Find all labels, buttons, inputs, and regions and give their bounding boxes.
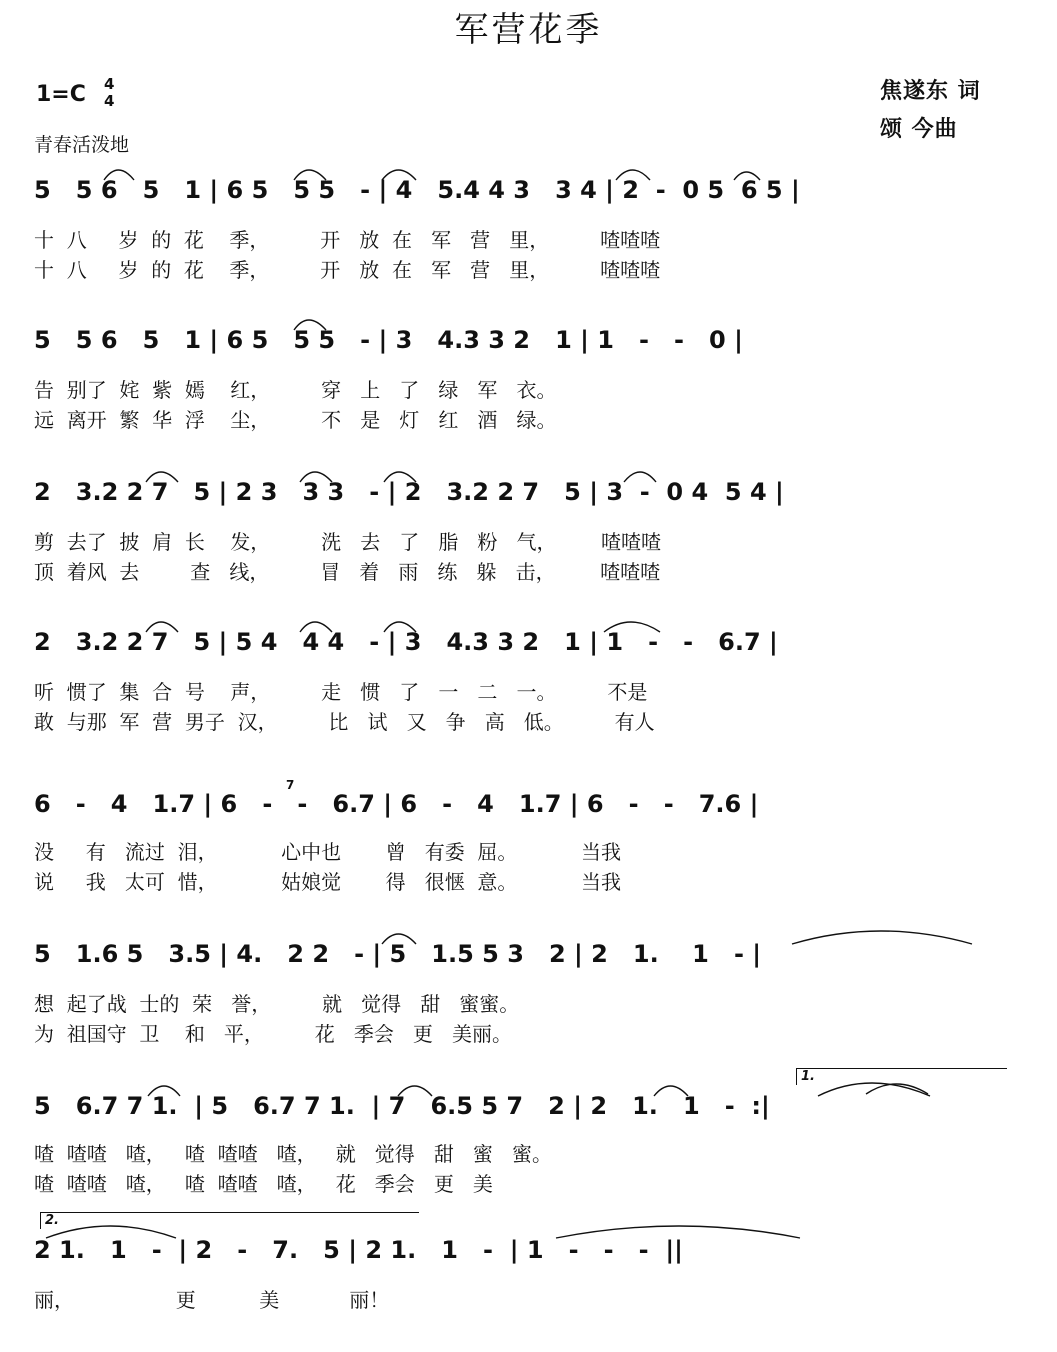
notation-line: 5 6.7 7 1. | 5 6.7 7 1. | 7 6.5 5 7 2 | 2 1. 1 - :|	[34, 1092, 770, 1120]
slur	[556, 1226, 800, 1238]
lyricist-credit: 焦遂东 词	[880, 79, 981, 104]
slur	[398, 1086, 432, 1096]
lyric-verse-2: 敢 与那 军 营 男子 汉， 比 试 又 争 高 低。 有人	[34, 710, 655, 734]
slur	[624, 472, 656, 482]
composer-credit: 颂 今曲	[880, 117, 958, 142]
notation-line: 5 5 6 5 1 | 6 5 5 5 - | 4 5.4 4 3 3 4 | 2 - 0 5 6 5 |	[34, 176, 800, 204]
notation-line: 5 5 6 5 1 | 6 5 5 5 - | 3 4.3 3 2 1 | 1 - - 0 |	[34, 326, 743, 354]
slur	[294, 170, 326, 180]
lyric-verse-2: 说 我 太可 惜， 姑娘觉 得 很惬 意。 当我	[34, 870, 622, 894]
slur	[148, 1086, 180, 1096]
lyric-verse-2: 顶 着风 去 查 线， 冒 着 雨 练 躲 击， 喳喳喳	[34, 560, 661, 584]
lyric-verse-2: 为 祖国守 卫 和 平， 花 季会 更 美丽。	[34, 1022, 513, 1046]
slur	[384, 622, 416, 632]
first-ending-label: 1.	[801, 1069, 815, 1084]
slur	[734, 172, 760, 180]
key-signature: 1=C	[36, 82, 86, 107]
lyric-verse-1: 想 起了战 士的 荣 誉， 就 觉得 甜 蜜蜜。	[34, 992, 520, 1016]
slur	[382, 170, 416, 180]
slur	[384, 472, 416, 482]
notation-line: 5 1.6 5 3.5 | 4. 2 2 - | 5 1.5 5 3 2 | 2 1. 1 - |	[34, 940, 762, 968]
lyric-verse-1: 喳 喳喳 喳， 喳 喳喳 喳， 就 觉得 甜 蜜 蜜。	[34, 1142, 553, 1166]
slur	[46, 1226, 176, 1238]
slur	[616, 170, 650, 180]
second-ending-label: 2.	[45, 1213, 59, 1228]
slur	[300, 472, 332, 482]
slur	[382, 934, 416, 944]
slur	[604, 622, 660, 632]
slur	[300, 622, 332, 632]
lyric-verse-1: 剪 去了 披 肩 长 发， 洗 去 了 脂 粉 气， 喳喳喳	[34, 530, 662, 554]
lyric-verse-1: 十 八 岁 的 花 季， 开 放 在 军 营 里， 喳喳喳	[34, 228, 661, 252]
notation-line: 2 3.2 2 7 5 | 2 3 3 3 - | 2 3.2 2 7 5 | 3 - 0 4 5 4 |	[34, 478, 784, 506]
slur	[654, 1086, 688, 1096]
lyric-verse-2: 远 离开 繁 华 浮 尘， 不 是 灯 红 酒 绿。	[34, 408, 557, 432]
slur	[104, 170, 134, 180]
lyric-verse-1: 没 有 流过 泪， 心中也 曾 有委 屈。 当我	[34, 840, 622, 864]
notation-line: 2 3.2 2 7 5 | 5 4 4 4 - | 3 4.3 3 2 1 | 1 - - 6.7 |	[34, 628, 778, 656]
lyric-verse-2: 十 八 岁 的 花 季， 开 放 在 军 营 里， 喳喳喳	[34, 258, 661, 282]
song-title: 军营花季	[454, 10, 603, 50]
time-signature-bottom: 4	[104, 92, 115, 110]
tempo-marking: 青春活泼地	[34, 134, 130, 156]
notation-line: 2 1. 1 - | 2 - 7. 5 | 2 1. 1 - | 1 - - - ||	[34, 1236, 683, 1264]
lyric-verse-1: 告 别了 姹 紫 嫣 红， 穿 上 了 绿 军 衣。	[34, 378, 557, 402]
lyric-verse-1: 听 惯了 集 合 号 声， 走 惯 了 一 二 一。 不是	[34, 680, 648, 704]
lyric-verse-1: 丽， 更 美 丽！	[34, 1288, 390, 1312]
slur	[792, 931, 972, 944]
time-signature-top: 4	[104, 75, 115, 93]
slur	[146, 622, 178, 632]
slur	[146, 472, 178, 482]
lyric-verse-2: 喳 喳喳 喳， 喳 喳喳 喳， 花 季会 更 美	[34, 1172, 493, 1196]
slur	[294, 320, 326, 330]
grace-note: 7	[286, 778, 295, 792]
notation-line: 6 - 4 1.7 | 6 - - 6.7 | 6 - 4 1.7 | 6 - - 7.6 |	[34, 790, 759, 818]
